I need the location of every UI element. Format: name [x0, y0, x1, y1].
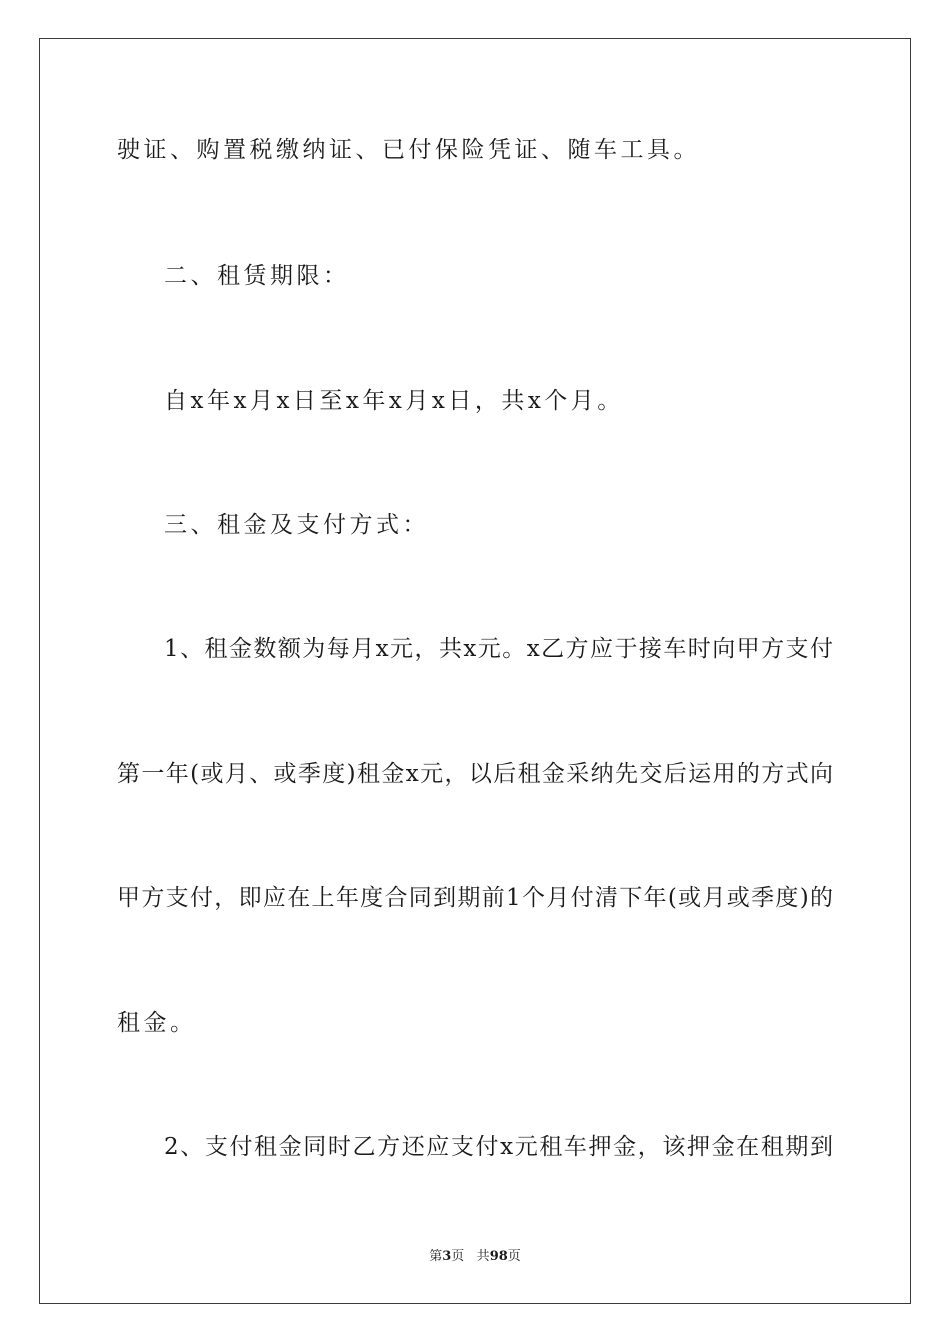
section-heading-rent-payment: 三、租金及支付方式： [164, 512, 429, 538]
page-footer [0, 1248, 950, 1266]
text-line-1: 驶证、购置税缴纳证、已付保险凭证、随车工具。 [117, 137, 700, 163]
text-line-rent-1: 1、租金数额为每月x元，共x元。x乙方应于接车时向甲方支付 [164, 636, 833, 662]
footer-total-suffix: 页 [507, 1249, 521, 1264]
section-heading-lease-term: 二、租赁期限： [164, 263, 350, 289]
footer-page-suffix: 页 [451, 1249, 465, 1264]
footer-page-number: 3 [442, 1249, 452, 1264]
footer-total-pages: 98 [489, 1249, 508, 1264]
page-border [39, 38, 911, 1304]
footer-total-prefix: 共 [476, 1249, 490, 1264]
text-line-rent-3: 甲方支付，即应在上年度合同到期前1个月付清下年(或月或季度)的 [117, 885, 833, 911]
text-line-deposit: 2、支付租金同时乙方还应支付x元租车押金，该押金在租期到 [164, 1134, 833, 1160]
text-line-rent-2: 第一年(或月、或季度)租金x元，以后租金采纳先交后运用的方式向 [117, 761, 833, 787]
text-line-lease-dates: 自x年x月x日至x年x月x日，共x个月。 [164, 388, 624, 414]
footer-page-prefix: 第 [429, 1249, 443, 1264]
text-line-rent-4: 租金。 [117, 1010, 197, 1036]
